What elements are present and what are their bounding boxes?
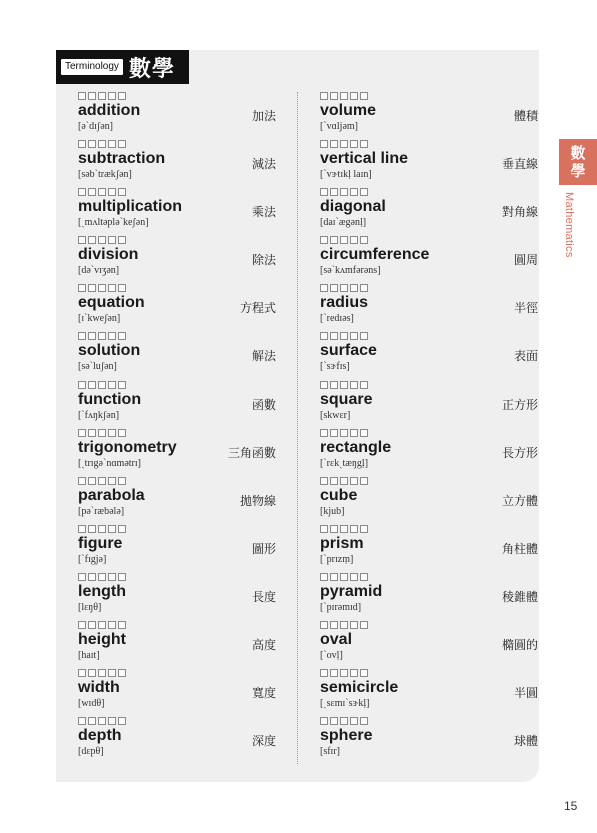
checkbox-row (78, 717, 288, 725)
check-box[interactable] (78, 621, 86, 629)
check-box[interactable] (108, 621, 116, 629)
check-box[interactable] (78, 669, 86, 677)
vocab-entry (78, 669, 288, 717)
check-box[interactable] (350, 477, 358, 485)
check-box[interactable] (118, 669, 126, 677)
check-box[interactable] (360, 92, 368, 100)
checkbox-row (78, 140, 288, 148)
check-box[interactable] (350, 669, 358, 677)
check-box[interactable] (118, 381, 126, 389)
check-box[interactable] (118, 621, 126, 629)
term-translation: 圓周 (513, 253, 538, 268)
check-box[interactable] (78, 525, 86, 533)
term-word: cube (320, 486, 358, 504)
check-box[interactable] (360, 573, 368, 581)
check-box[interactable] (330, 477, 338, 485)
term-pronunciation: [ˋvɝtɪkḷ laɪn] (320, 169, 372, 181)
checkbox-row (78, 236, 288, 244)
check-box[interactable] (320, 284, 328, 292)
check-box[interactable] (108, 188, 116, 196)
term-word: diagonal (320, 198, 386, 216)
checkbox-row (78, 381, 288, 389)
check-box[interactable] (108, 477, 116, 485)
term-pronunciation: [səˋluʃən] (78, 361, 117, 373)
checkbox-row (320, 236, 530, 244)
term-word: function (78, 390, 142, 408)
check-box[interactable] (78, 332, 86, 340)
vocab-entry (78, 573, 288, 621)
check-box[interactable] (360, 669, 368, 677)
term-translation: 高度 (251, 638, 276, 653)
check-box[interactable] (118, 236, 126, 244)
vocab-entry (320, 717, 538, 765)
term-translation: 體積 (513, 109, 538, 123)
check-box[interactable] (98, 236, 106, 244)
check-box[interactable] (320, 717, 328, 725)
check-box[interactable] (340, 236, 348, 244)
term-pronunciation: [kjub] (320, 505, 345, 517)
term-translation: 除法 (251, 253, 276, 268)
check-box[interactable] (340, 381, 348, 389)
term-translation: 三角函數 (227, 445, 276, 460)
term-pronunciation: [skwɛr] (320, 409, 351, 421)
term-pronunciation: [ˋsɝfɪs] (320, 361, 350, 373)
vocab-entry (78, 381, 288, 429)
term-translation: 深度 (251, 734, 276, 749)
term-word: division (78, 246, 139, 264)
checkbox-row (320, 381, 530, 389)
vocab-entry (78, 477, 288, 525)
check-box[interactable] (88, 621, 96, 629)
vocab-entry (78, 92, 288, 140)
check-box[interactable] (330, 573, 338, 581)
check-box[interactable] (350, 236, 358, 244)
vocab-entry (78, 332, 288, 380)
term-word: circumference (320, 246, 430, 264)
check-box[interactable] (350, 621, 358, 629)
term-pronunciation: [sfɪr] (320, 746, 340, 758)
check-box[interactable] (330, 381, 338, 389)
check-box[interactable] (118, 717, 126, 725)
checkbox-row (78, 525, 288, 533)
check-box[interactable] (98, 717, 106, 725)
check-box[interactable] (98, 621, 106, 629)
check-box[interactable] (118, 284, 126, 292)
term-pronunciation: [lɛŋθ] (78, 601, 102, 613)
term-pronunciation: [ˋfʌŋkʃən] (78, 409, 120, 421)
check-box[interactable] (88, 140, 96, 148)
check-box[interactable] (98, 477, 106, 485)
vocab-entry (320, 236, 538, 284)
check-box[interactable] (88, 332, 96, 340)
term-word: sphere (320, 727, 373, 745)
check-box[interactable] (360, 477, 368, 485)
check-box[interactable] (340, 477, 348, 485)
check-box[interactable] (360, 188, 368, 196)
check-box[interactable] (98, 381, 106, 389)
term-word: subtraction (78, 150, 166, 168)
term-word: semicircle (320, 679, 399, 697)
check-box[interactable] (108, 92, 116, 100)
chapter-tab-line2: 學 (570, 162, 586, 180)
term-translation: 球體 (513, 734, 538, 749)
check-box[interactable] (330, 140, 338, 148)
term-translation: 垂直線 (501, 157, 538, 172)
check-box[interactable] (340, 140, 348, 148)
check-box[interactable] (360, 525, 368, 533)
term-word: square (320, 390, 373, 408)
check-box[interactable] (108, 381, 116, 389)
check-box[interactable] (330, 236, 338, 244)
check-box[interactable] (330, 621, 338, 629)
checkbox-row (320, 332, 530, 340)
check-box[interactable] (320, 621, 328, 629)
term-translation: 橢圓的 (501, 638, 538, 653)
term-translation: 加法 (251, 109, 276, 123)
check-box[interactable] (118, 332, 126, 340)
term-pronunciation: [əˋdɪʃən] (78, 121, 113, 132)
check-box[interactable] (340, 525, 348, 533)
checkbox-row (78, 284, 288, 292)
check-box[interactable] (88, 381, 96, 389)
checkbox-row (78, 669, 288, 677)
section-title: 數學 (128, 56, 175, 82)
check-box[interactable] (330, 429, 338, 437)
check-box[interactable] (78, 429, 86, 437)
vocab-entry (78, 621, 288, 669)
check-box[interactable] (98, 573, 106, 581)
vocab-entry (320, 477, 538, 525)
vocab-entry (320, 92, 538, 140)
check-box[interactable] (350, 429, 358, 437)
check-box[interactable] (360, 717, 368, 725)
check-box[interactable] (118, 92, 126, 100)
term-pronunciation: [ˋpɪrəmɪd] (320, 601, 362, 613)
check-box[interactable] (340, 92, 348, 100)
check-box[interactable] (340, 573, 348, 581)
check-box[interactable] (320, 573, 328, 581)
check-box[interactable] (350, 188, 358, 196)
term-translation: 角柱體 (501, 541, 538, 556)
term-word: trigonometry (78, 438, 177, 456)
check-box[interactable] (360, 140, 368, 148)
check-box[interactable] (340, 621, 348, 629)
checkbox-row (320, 621, 530, 629)
term-translation: 對角線 (501, 205, 538, 220)
vocab-entry (320, 669, 538, 717)
term-word: pyramid (320, 582, 383, 600)
check-box[interactable] (330, 92, 338, 100)
check-box[interactable] (320, 381, 328, 389)
term-translation: 圖形 (251, 541, 276, 556)
check-box[interactable] (78, 140, 86, 148)
check-box[interactable] (98, 188, 106, 196)
check-box[interactable] (330, 525, 338, 533)
term-pronunciation: [wɪdθ] (78, 698, 105, 710)
term-translation: 拋物線 (239, 493, 276, 508)
check-box[interactable] (78, 284, 86, 292)
chapter-tab (559, 139, 597, 185)
vocab-entry (320, 284, 538, 332)
checkbox-row (320, 92, 530, 100)
check-box[interactable] (320, 477, 328, 485)
checkbox-row (320, 429, 530, 437)
checkbox-row (78, 92, 288, 100)
term-translation: 寬度 (251, 686, 276, 701)
check-box[interactable] (360, 381, 368, 389)
term-word: rectangle (320, 438, 392, 456)
check-box[interactable] (320, 669, 328, 677)
term-pronunciation: [ˋprɪzṃ] (320, 553, 354, 565)
checkbox-row (78, 573, 288, 581)
check-box[interactable] (108, 717, 116, 725)
term-word: prism (320, 534, 364, 552)
left-term-column (78, 92, 288, 765)
checkbox-row (78, 621, 288, 629)
chapter-tab-line1: 數 (570, 144, 586, 162)
check-box[interactable] (320, 429, 328, 437)
vocab-entry (320, 332, 538, 380)
term-pronunciation: [pəˋræbələ] (78, 505, 125, 517)
term-translation: 半徑 (513, 301, 538, 316)
check-box[interactable] (340, 429, 348, 437)
check-box[interactable] (340, 717, 348, 725)
right-term-column (320, 92, 538, 765)
checkbox-row (320, 188, 530, 196)
term-translation: 長度 (251, 589, 276, 604)
term-word: volume (320, 102, 377, 119)
term-word: parabola (78, 486, 145, 504)
check-box[interactable] (88, 669, 96, 677)
check-box[interactable] (118, 525, 126, 533)
check-box[interactable] (360, 332, 368, 340)
check-box[interactable] (350, 525, 358, 533)
check-box[interactable] (340, 332, 348, 340)
term-pronunciation: [ˋvɑljəm] (320, 121, 358, 132)
term-word: radius (320, 294, 369, 312)
term-word: surface (320, 342, 377, 360)
check-box[interactable] (320, 188, 328, 196)
checkbox-row (320, 525, 530, 533)
vocab-entry (78, 188, 288, 236)
checkbox-row (320, 477, 530, 485)
check-box[interactable] (88, 477, 96, 485)
check-box[interactable] (98, 429, 106, 437)
column-divider (297, 92, 298, 764)
term-word: addition (78, 102, 141, 119)
check-box[interactable] (118, 140, 126, 148)
term-pronunciation: [səbˋtrækʃən] (78, 169, 132, 181)
check-box[interactable] (320, 236, 328, 244)
check-box[interactable] (98, 332, 106, 340)
term-word: oval (320, 631, 353, 649)
check-box[interactable] (360, 236, 368, 244)
check-box[interactable] (350, 332, 358, 340)
term-pronunciation: [ˋredɪəs] (320, 313, 354, 325)
check-box[interactable] (78, 573, 86, 581)
check-box[interactable] (118, 573, 126, 581)
checkbox-row (78, 429, 288, 437)
check-box[interactable] (88, 573, 96, 581)
check-box[interactable] (88, 284, 96, 292)
check-box[interactable] (360, 284, 368, 292)
check-box[interactable] (78, 381, 86, 389)
check-box[interactable] (98, 284, 106, 292)
check-box[interactable] (98, 140, 106, 148)
term-pronunciation: [ɪˋkweʃən] (78, 313, 121, 325)
check-box[interactable] (360, 621, 368, 629)
check-box[interactable] (98, 669, 106, 677)
check-box[interactable] (320, 525, 328, 533)
check-box[interactable] (340, 284, 348, 292)
vocab-entry (320, 188, 538, 236)
check-box[interactable] (330, 188, 338, 196)
check-box[interactable] (98, 92, 106, 100)
check-box[interactable] (98, 525, 106, 533)
term-translation: 正方形 (501, 397, 538, 412)
terminology-tag: Terminology (61, 59, 123, 75)
term-translation: 長方形 (501, 445, 538, 460)
checkbox-row (320, 669, 530, 677)
check-box[interactable] (340, 188, 348, 196)
check-box[interactable] (350, 573, 358, 581)
check-box[interactable] (320, 140, 328, 148)
check-box[interactable] (118, 188, 126, 196)
check-box[interactable] (350, 717, 358, 725)
vocab-entry (320, 140, 538, 188)
term-translation: 表面 (513, 349, 538, 364)
term-word: height (78, 631, 126, 649)
check-box[interactable] (330, 669, 338, 677)
term-translation: 立方體 (501, 493, 538, 508)
check-box[interactable] (118, 477, 126, 485)
term-word: length (78, 582, 126, 600)
check-box[interactable] (78, 188, 86, 196)
check-box[interactable] (350, 381, 358, 389)
term-word: solution (78, 342, 141, 360)
check-box[interactable] (108, 525, 116, 533)
term-word: multiplication (78, 198, 182, 216)
term-pronunciation: [dɛpθ] (78, 746, 104, 758)
term-word: figure (78, 534, 123, 552)
check-box[interactable] (330, 332, 338, 340)
check-box[interactable] (320, 92, 328, 100)
check-box[interactable] (320, 332, 328, 340)
checkbox-row (78, 188, 288, 196)
check-box[interactable] (108, 429, 116, 437)
check-box[interactable] (350, 140, 358, 148)
term-pronunciation: [səˋkʌmfərəns] (320, 265, 381, 277)
check-box[interactable] (88, 717, 96, 725)
check-box[interactable] (330, 284, 338, 292)
term-translation: 稜錐體 (501, 589, 538, 604)
section-header (56, 50, 189, 84)
vocab-entry (320, 621, 538, 669)
term-pronunciation: [ˋrɛkˏtæŋgḷ] (320, 457, 369, 469)
check-box[interactable] (88, 188, 96, 196)
term-pronunciation: [ˋfɪgjə] (78, 553, 107, 565)
chapter-label: Mathematics (563, 192, 575, 258)
term-pronunciation: [ˏtrɪgəˋnɑmətrɪ] (78, 457, 141, 469)
check-box[interactable] (88, 92, 96, 100)
check-box[interactable] (78, 477, 86, 485)
term-word: equation (78, 294, 145, 312)
term-word: width (78, 679, 120, 697)
term-translation: 函數 (251, 397, 276, 412)
check-box[interactable] (78, 236, 86, 244)
checkbox-row (320, 284, 530, 292)
checkbox-row (320, 573, 530, 581)
term-pronunciation: [ˏsɛmɪˋsɝkḷ] (320, 698, 370, 710)
vocab-entry (320, 573, 538, 621)
term-translation: 解法 (251, 349, 276, 364)
term-word: depth (78, 727, 122, 745)
checkbox-row (320, 717, 530, 725)
check-box[interactable] (88, 525, 96, 533)
check-box[interactable] (330, 717, 338, 725)
vocab-entry (320, 381, 538, 429)
term-translation: 乘法 (251, 205, 276, 220)
term-translation: 半圓 (513, 686, 538, 701)
check-box[interactable] (340, 669, 348, 677)
check-box[interactable] (108, 332, 116, 340)
check-box[interactable] (78, 717, 86, 725)
vocab-entry (78, 236, 288, 284)
vocab-entry (78, 717, 288, 765)
check-box[interactable] (108, 236, 116, 244)
term-pronunciation: [daɪˋægənḷ] (320, 217, 367, 229)
term-pronunciation: [haɪt] (78, 650, 100, 662)
term-pronunciation: [ˋovḷ] (320, 650, 343, 662)
check-box[interactable] (108, 140, 116, 148)
term-translation: 方程式 (239, 301, 276, 316)
check-box[interactable] (108, 573, 116, 581)
checkbox-row (78, 477, 288, 485)
term-pronunciation: [ˏmʌltəpləˋkeʃən] (78, 217, 149, 229)
vocab-entry (320, 525, 538, 573)
vocab-entry (78, 429, 288, 477)
term-pronunciation: [dəˋvɪʒən] (78, 265, 120, 277)
vocab-entry (78, 140, 288, 188)
check-box[interactable] (78, 92, 86, 100)
check-box[interactable] (88, 236, 96, 244)
checkbox-row (78, 332, 288, 340)
checkbox-row (320, 140, 530, 148)
vocab-entry (78, 525, 288, 573)
check-box[interactable] (108, 284, 116, 292)
check-box[interactable] (88, 429, 96, 437)
check-box[interactable] (118, 429, 126, 437)
term-word: vertical line (320, 150, 409, 168)
vocab-entry (78, 284, 288, 332)
check-box[interactable] (350, 92, 358, 100)
page-number: 15 (564, 799, 578, 813)
check-box[interactable] (108, 669, 116, 677)
term-translation: 減法 (251, 157, 276, 172)
check-box[interactable] (350, 284, 358, 292)
vocab-entry (320, 429, 538, 477)
check-box[interactable] (360, 429, 368, 437)
